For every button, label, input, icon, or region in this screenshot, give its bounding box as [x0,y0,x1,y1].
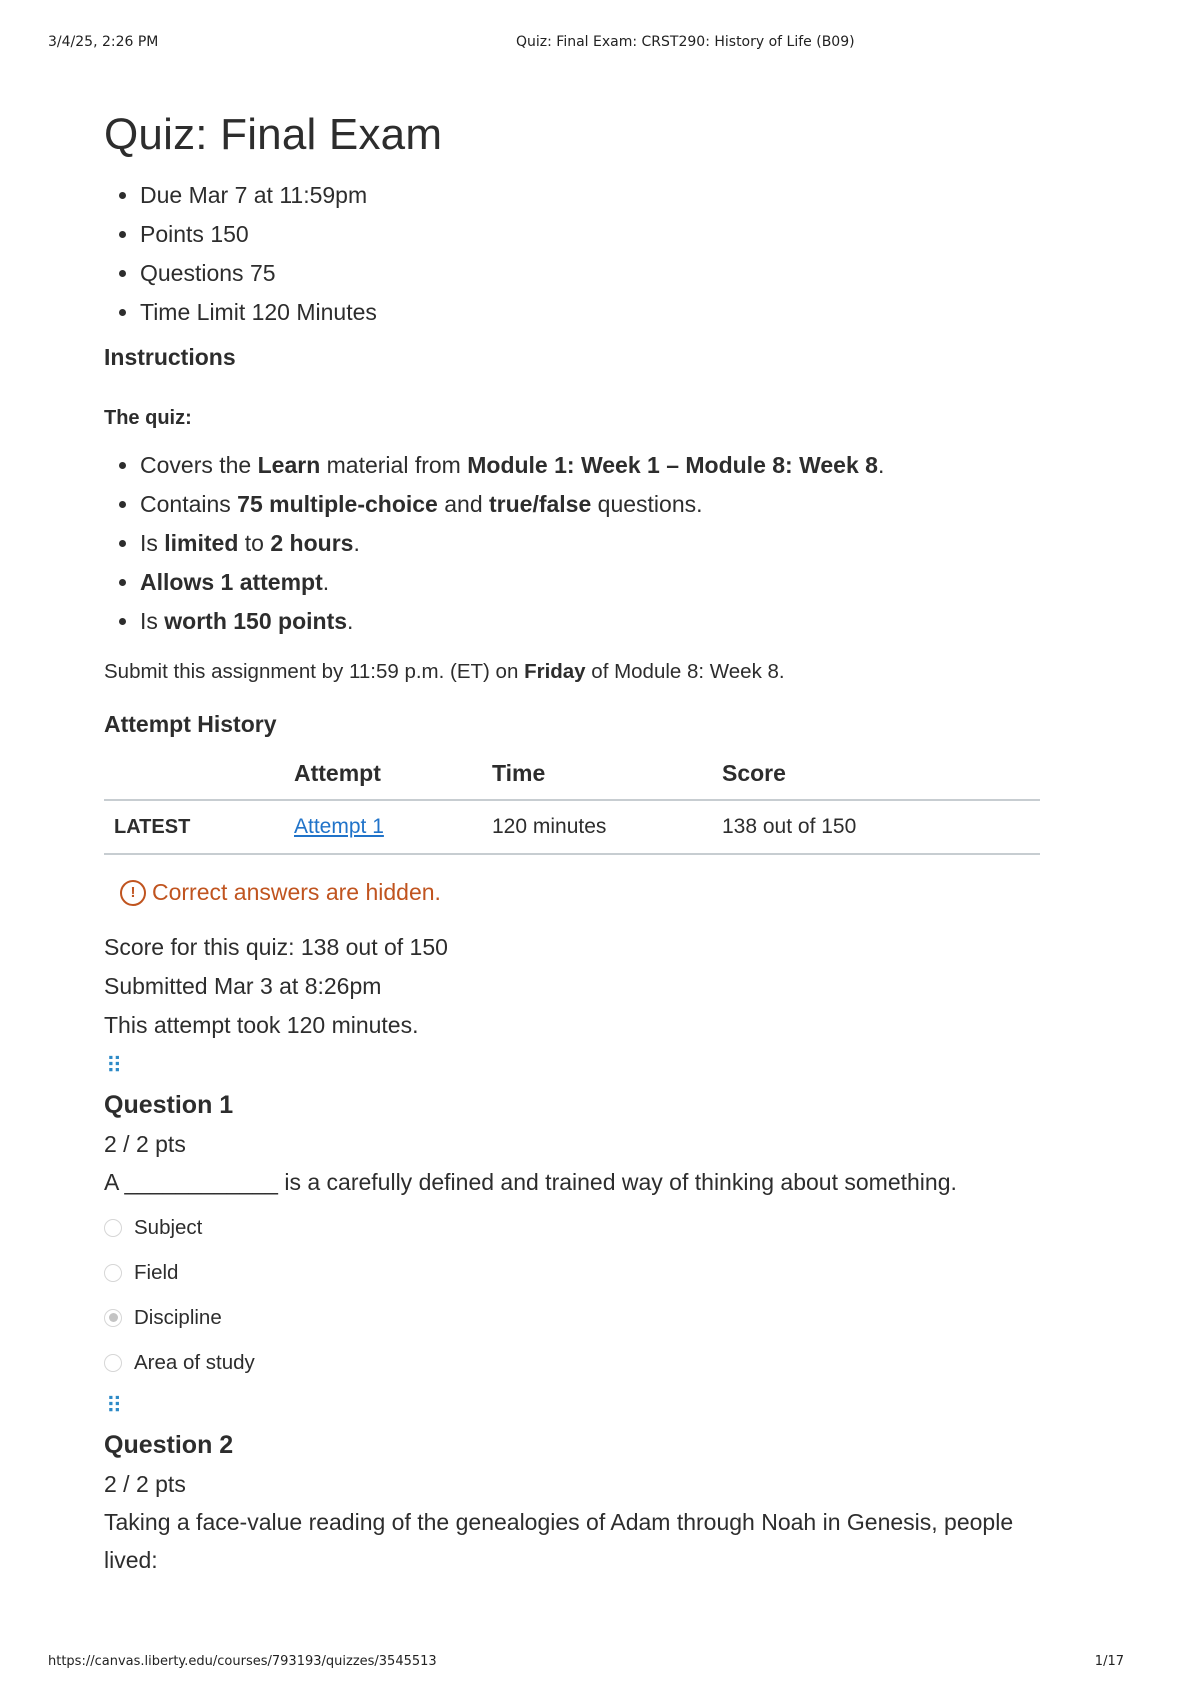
column-header-score: Score [712,754,1040,800]
fact-bold: Learn [257,452,321,478]
page-title: Quiz: Final Exam [104,110,443,159]
fact-text: . [347,608,354,634]
attempt-cell [284,800,482,854]
answer-option-subject[interactable] [104,1205,1044,1250]
print-datetime: 3/4/25, 2:26 PM [48,34,159,50]
answer-option-discipline[interactable] [104,1295,1044,1340]
attempt-history-heading: Attempt History [104,711,277,737]
column-header-time: Time [482,754,712,800]
drag-handle-icon[interactable]: ⠿ [106,1393,120,1418]
fact-bold: Allows 1 attempt [140,569,323,595]
fact-bold: worth 150 points [164,608,348,634]
fact-text: Is [140,608,165,634]
quiz-content [104,110,1044,1579]
answer-option-field[interactable] [104,1250,1044,1295]
submit-note-day: Friday [524,660,586,683]
fact-covers [140,446,1044,485]
the-quiz-heading: The quiz: [104,407,192,429]
answer-label: Area of study [134,1350,255,1374]
notice-text: Correct answers are hidden. [152,879,441,905]
radio-button[interactable] [104,1264,122,1282]
table-header-row [104,754,1040,800]
radio-button[interactable] [104,1354,122,1372]
fact-text: material from [320,452,468,478]
fact-worth [140,602,1044,641]
question-text: A ____________ is a carefully defined and trained way of thinking about something. [104,1169,957,1195]
print-document-title: Quiz: Final Exam: CRST290: History of Life (B09) [516,34,855,50]
fact-text: . [877,452,885,478]
fact-allows [140,563,1044,602]
fact-bold: limited [164,530,239,556]
question-2 [104,1425,1044,1579]
answer-option-area-of-study[interactable] [104,1340,1044,1385]
fact-text: to [238,530,271,556]
attempt-link[interactable]: Attempt 1 [294,815,384,838]
print-page-number: 1/17 [1094,1654,1124,1669]
answer-label: Subject [134,1215,203,1239]
fact-text: . [322,569,330,595]
submit-note [104,657,1044,687]
table-row [104,800,1040,854]
attempt-time: 120 minutes [482,800,712,854]
radio-button-selected[interactable] [104,1309,122,1327]
radio-button[interactable] [104,1219,122,1237]
print-footer [48,1654,1152,1674]
fact-text: . [353,530,360,556]
correct-answers-hidden-notice [120,879,1044,906]
answer-label: Field [134,1260,179,1284]
fact-text: Contains [140,491,238,517]
meta-time-limit: • Time Limit 120 Minutes [140,293,1044,332]
submitted-line: Submitted Mar 3 at 8:26pm [104,973,382,999]
duration-line: This attempt took 120 minutes. [104,1012,419,1038]
fact-contains [140,485,1044,524]
exclamation-circle-icon: ! [120,880,146,906]
print-header [48,34,1152,54]
score-summary [104,928,1044,1045]
fact-text: questions. [591,491,703,517]
score-line: Score for this quiz: 138 out of 150 [104,934,448,960]
fact-bold: true/false [489,491,592,517]
question-points: 2 / 2 pts [104,1131,186,1157]
fact-bold: 2 hours [270,530,354,556]
fact-bold: 75 multiple-choice [237,491,438,517]
drag-handle-icon[interactable]: ⠿ [106,1053,120,1078]
question-text: Taking a face-value reading of the genealogies of Adam through Noah in Genesis, people lived: [104,1509,1014,1573]
fact-text: and [437,491,489,517]
column-header-tag [104,754,284,800]
submit-note-text: of Module 8: Week 8. [585,660,785,683]
fact-text: Is [140,530,165,556]
instructions-heading: Instructions [104,344,236,370]
fact-text: Covers the [140,452,258,478]
print-url: https://canvas.liberty.edu/courses/793193/quizzes/3545513 [48,1654,437,1669]
meta-questions: • Questions 75 [140,254,1044,293]
meta-points: • Points 150 [140,215,1044,254]
answer-list [104,1205,1044,1385]
question-1 [104,1085,1044,1385]
column-header-attempt: Attempt [284,754,482,800]
fact-bold: Module 1: Week 1 – Module 8: Week 8 [467,452,878,478]
attempt-tag: LATEST [104,800,284,854]
submit-note-text: Submit this assignment by 11:59 p.m. (ET) on [104,660,525,683]
fact-limited [140,524,1044,563]
question-title: Question 1 [104,1091,234,1119]
attempt-score: 138 out of 150 [712,800,1040,854]
quiz-facts-list [104,446,1044,641]
attempt-history-table [104,754,1040,855]
answer-label: Discipline [134,1305,222,1329]
meta-due: • Due Mar 7 at 11:59pm [140,176,1044,215]
question-title: Question 2 [104,1431,234,1459]
question-points: 2 / 2 pts [104,1471,186,1497]
quiz-meta-list [104,176,1044,332]
